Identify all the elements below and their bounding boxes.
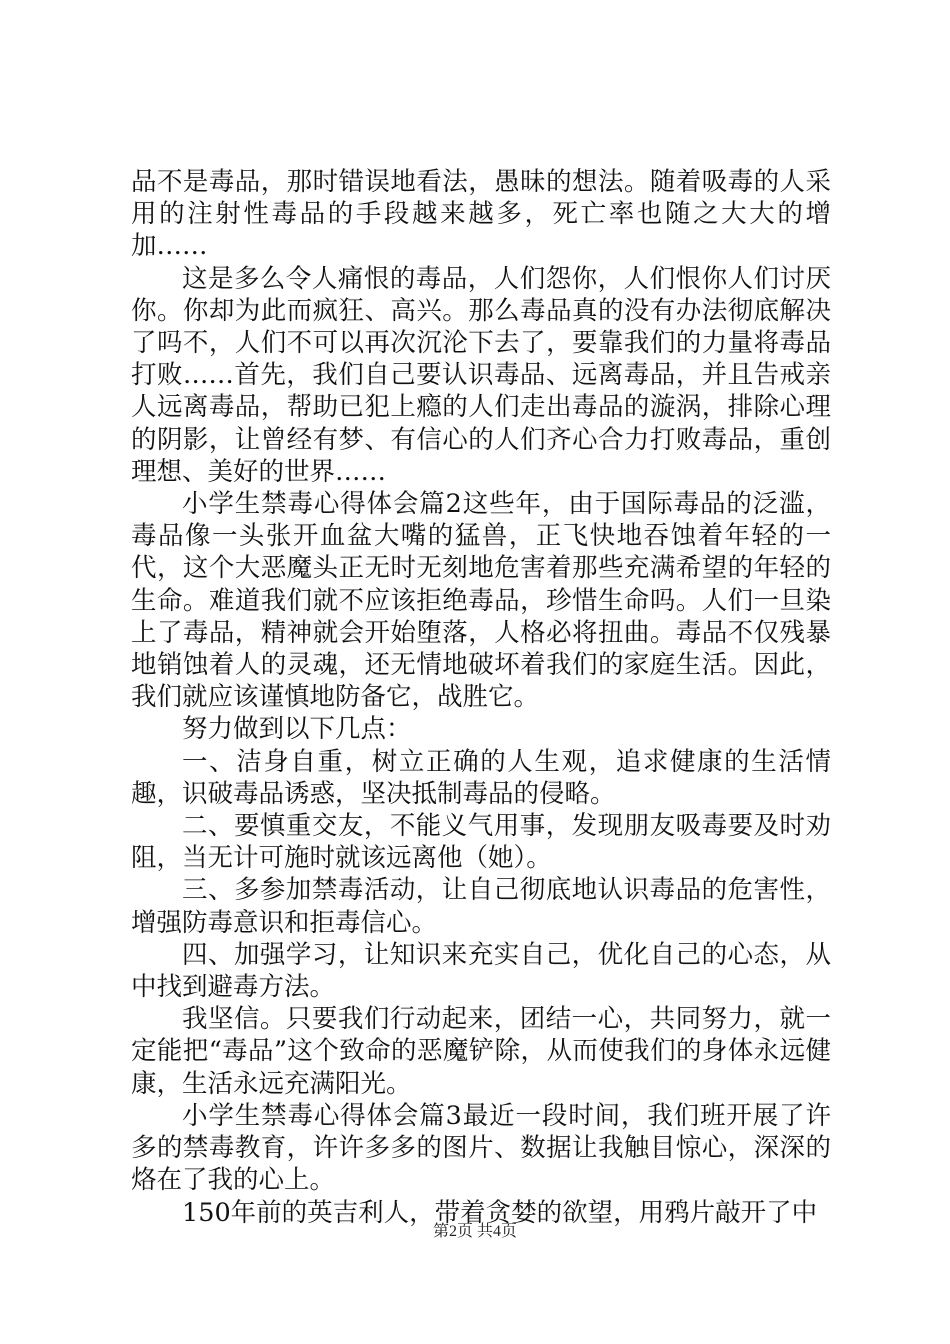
document-body: [131, 166, 831, 1229]
page-footer: [0, 1218, 950, 1241]
paragraph: 三、多参加禁毒活动，让自己彻底地认识毒品的危害性，增强防毒意识和拒毒信心。: [131, 875, 831, 938]
paragraph: 我坚信。只要我们行动起来，团结一心，共同努力，就一定能把“毒品”这个致命的恶魔铲除，从而使我们的身体永远健康，生活永远充满阳光。: [131, 1004, 831, 1099]
paragraph: 努力做到以下几点：: [182, 714, 412, 745]
paragraph: 品不是毒品，那时错误地看法，愚昧的想法。随着吸毒的人采用的注射性毒品的手段越来越多，死亡率也随之大大的增加……: [131, 167, 831, 262]
paragraph: 一、洁身自重，树立正确的人生观，追求健康的生活情趣，识破毒品诱惑，坚决抵制毒品的侵略。: [131, 746, 831, 809]
paragraph: 二、要慎重交友，不能义气用事，发现朋友吸毒要及时劝阻，当无计可施时就该远离他（她）。: [131, 811, 831, 874]
page-indicator: 第2页 共4页: [432, 1223, 517, 1240]
paragraph: 150年前的英吉利人，带着贪婪的欲望，用鸦片敲开了中: [182, 1197, 818, 1228]
paragraph: 小学生禁毒心得体会篇3最近一段时间，我们班开展了许多的禁毒教育，许许多多的图片、数据让我触目惊心，深深的烙在了我的心上。: [131, 1100, 831, 1196]
paragraph: 四、加强学习，让知识来充实自己，优化自己的心态，从中找到避毒方法。: [131, 939, 831, 1003]
paragraph: 这是多么令人痛恨的毒品，人们怨你，人们恨你人们讨厌你。你却为此而疯狂、高兴。那么毒品真的没有办法彻底解决了吗不，人们不可以再次沉沦下去了，要靠我们的力量将毒品打败……首先，我们自己要认识毒品、远离毒品，并且告戒亲人远离毒品，帮助已犯上瘾的人们走出毒品的漩涡，排除心理的阴影，让曾经有梦、有信心的人们齐心合力打败毒品，重创理想、美好的世界……: [131, 263, 831, 487]
paragraph: 小学生禁毒心得体会篇2这些年，由于国际毒品的泛滥，毒品像一头张开血盆大嘴的猛兽，正飞快地吞蚀着年轻的一代，这个大恶魔头正无时无刻地危害着那些充满希望的年轻的生命。难道我们就不应该拒绝毒品，珍惜生命吗。人们一旦染上了毒品，精神就会开始堕落，人格必将扭曲。毒品不仅残暴地销蚀着人的灵魂，还无情地破坏着我们的家庭生活。因此，我们就应该谨慎地防备它，战胜它。: [131, 489, 831, 713]
